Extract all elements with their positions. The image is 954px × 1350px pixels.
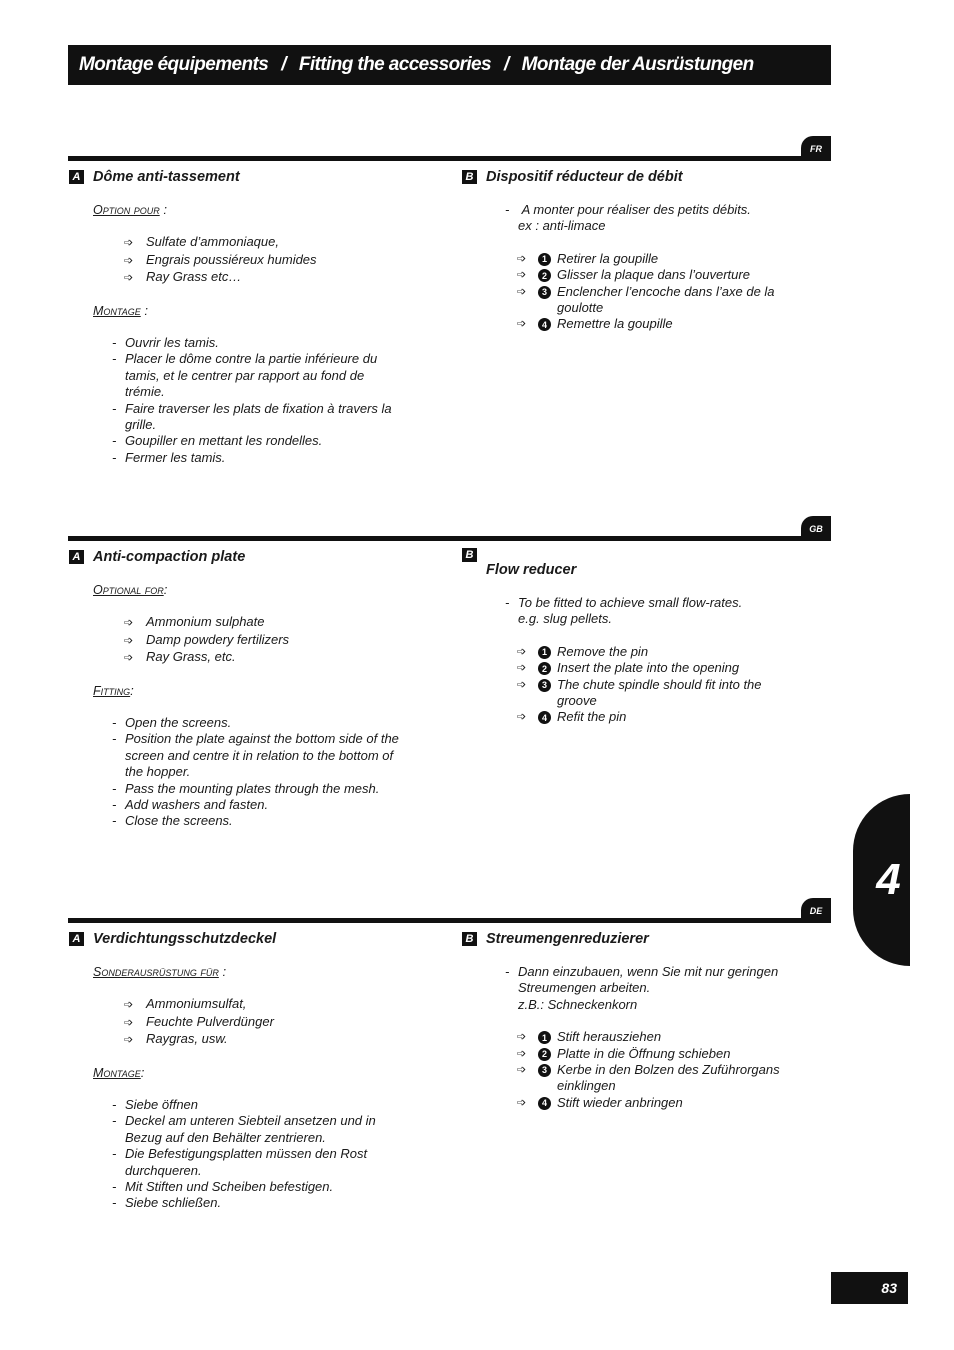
option-suffix: :: [218, 964, 227, 979]
steps-list: [112, 1097, 402, 1212]
column-b-fr: [462, 168, 802, 333]
intro-example: e.g. slug pellets.: [518, 611, 612, 627]
intro-example: z.B.: Schneckenkorn: [518, 996, 638, 1012]
chapter-tab: 4: [853, 794, 910, 966]
list-item: [112, 450, 402, 466]
dash-bullet: -: [112, 433, 117, 449]
item-a-title-text: Verdichtungsschutzdeckel: [93, 931, 277, 947]
right-arrow-icon: ➩: [517, 1047, 527, 1060]
fitting-heading: [93, 303, 409, 319]
right-arrow-icon: ➩: [517, 645, 527, 658]
right-arrow-icon: ➩: [517, 678, 527, 691]
step-text: Deckel am unteren Siebteil ansetzen und in Bezug auf den Behälter zentrieren.: [125, 1113, 376, 1145]
right-arrow-icon: ➩: [517, 285, 527, 298]
step-text: Stift herausziehen: [557, 1029, 662, 1045]
step-text: Mit Stiften und Scheiben befestigen.: [125, 1179, 334, 1195]
option-text: Ray Grass etc…: [146, 269, 242, 285]
list-item: [124, 1031, 419, 1048]
section-rule: [68, 536, 831, 541]
right-arrow-icon: ➩: [517, 269, 527, 282]
dash-bullet: -: [112, 1146, 117, 1162]
item-b-title: Flow reducer: [486, 562, 577, 578]
page-number: 83: [831, 1272, 908, 1304]
option-text: Engrais poussiéreux humides: [146, 251, 317, 267]
step-number-badge: 3: [538, 286, 551, 299]
step-number-badge: 1: [538, 1031, 551, 1044]
item-a-title-text: Anti-compaction plate: [93, 549, 246, 565]
dash-bullet: -: [505, 964, 510, 979]
column-b-de: [462, 930, 802, 1111]
fitting-suffix: :: [130, 682, 134, 698]
option-suffix: :: [159, 202, 167, 217]
item-a-title-text: Dôme anti-tassement: [93, 169, 240, 185]
item-a-title: [69, 168, 409, 186]
option-label: Option pour: [93, 203, 160, 217]
header-title-de: Montage der Ausrüstungen: [521, 54, 754, 75]
fitting-label: Montage: [93, 1065, 141, 1080]
right-arrow-icon: ➩: [124, 237, 134, 250]
intro-list: [505, 964, 795, 1013]
right-arrow-icon: ➩: [124, 254, 134, 267]
step-text: Pass the mounting plates through the mesh.: [125, 780, 380, 796]
dash-bullet: -: [112, 813, 117, 829]
dash-bullet: -: [112, 1179, 117, 1195]
list-item: [112, 1146, 402, 1179]
letter-badge-a: A: [69, 170, 84, 184]
column-a-fr: [69, 168, 409, 466]
item-a-title: [69, 548, 419, 566]
list-item: [124, 269, 409, 286]
right-arrow-icon: ➩: [124, 652, 134, 665]
list-item: [517, 284, 782, 317]
right-arrow-icon: ➩: [124, 1016, 134, 1029]
column-b-gb: [462, 548, 802, 726]
header-title-fr: Montage équipements: [79, 54, 269, 75]
list-item: [124, 632, 419, 649]
step-number-badge: 2: [538, 269, 551, 282]
intro-text: To be fitted to achieve small flow-rates.: [518, 595, 743, 610]
option-text: Damp powdery fertilizers: [146, 631, 290, 647]
letter-badge-b: B: [462, 548, 477, 562]
options-list: [124, 234, 409, 286]
step-text: Stift wieder anbringen: [557, 1094, 683, 1110]
list-item: [124, 614, 419, 631]
list-item: [505, 595, 795, 628]
list-item: [517, 1095, 792, 1111]
intro-text: A monter pour réaliser des petits débits.: [521, 202, 751, 217]
step-text: Insert the plate into the opening: [557, 660, 740, 676]
list-item: [517, 1029, 792, 1045]
fitting-suffix: :: [140, 302, 148, 318]
step-number-badge: 1: [538, 253, 551, 266]
option-suffix: :: [163, 582, 168, 597]
page-header: [68, 45, 831, 85]
step-number-badge: 3: [538, 1064, 551, 1077]
step-number-badge: 4: [538, 1097, 551, 1110]
language-tab-de: DE: [801, 898, 831, 922]
option-text: Feuchte Pulverdünger: [146, 1013, 274, 1029]
header-separator: /: [503, 54, 509, 75]
step-text: Faire traverser les plats de fixation à travers la grille.: [125, 400, 392, 433]
fitting-heading: [93, 1065, 419, 1081]
item-b-title: [462, 930, 802, 948]
intro-example: ex : anti-limace: [518, 218, 606, 234]
right-arrow-icon: ➩: [517, 1096, 527, 1109]
step-text: Fermer les tamis.: [125, 449, 226, 465]
fitting-label: Fitting: [93, 683, 131, 698]
options-list: [124, 614, 419, 666]
step-text: Refit the pin: [557, 709, 627, 725]
step-text: Retirer la goupille: [557, 250, 659, 266]
item-a-title: [69, 930, 419, 948]
step-text: Siebe schließen.: [125, 1195, 222, 1211]
option-heading: [93, 582, 419, 598]
list-item: [112, 1195, 402, 1211]
list-item: [517, 1062, 792, 1095]
right-arrow-icon: ➩: [517, 711, 527, 724]
list-item: [112, 731, 412, 780]
dash-bullet: -: [112, 1097, 117, 1113]
intro-list: [505, 595, 795, 628]
step-text: Die Befestigungsplatten müssen den Rost durchqueren.: [125, 1146, 368, 1178]
item-b-title: [462, 168, 802, 186]
right-arrow-icon: ➩: [124, 617, 134, 630]
right-arrow-icon: ➩: [124, 1034, 134, 1047]
list-item: [517, 267, 782, 283]
step-number-badge: 2: [538, 662, 551, 675]
list-item: [112, 1179, 402, 1195]
item-b-title-text: Streumengenreduzierer: [486, 931, 649, 947]
list-item: [112, 335, 402, 351]
letter-badge-a: A: [69, 550, 84, 564]
list-item: [124, 234, 409, 251]
list-item: [505, 202, 795, 235]
column-a-gb: [69, 548, 419, 830]
option-text: Sulfate d’ammoniaque,: [146, 234, 279, 250]
list-item: [112, 401, 402, 434]
step-text: Placer le dôme contre la partie inférieure du tamis, et le centrer par rapport au fond de trémie.: [125, 351, 378, 400]
dash-bullet: -: [112, 1195, 117, 1211]
dash-bullet: -: [112, 731, 117, 747]
step-text: Platte in die Öffnung schieben: [557, 1045, 731, 1061]
fitting-suffix: :: [140, 1064, 145, 1080]
dash-bullet: -: [112, 715, 117, 731]
option-label: Sonderausrüstung für: [93, 965, 219, 979]
right-arrow-icon: ➩: [124, 272, 134, 285]
item-b-title-text: Dispositif réducteur de débit: [486, 169, 683, 185]
section-rule: [68, 156, 831, 161]
list-item: [112, 433, 402, 449]
list-item: [112, 1097, 402, 1113]
numbered-steps: [517, 1029, 792, 1111]
option-label: Optional for: [93, 583, 164, 597]
dash-bullet: -: [112, 780, 117, 796]
step-text: Close the screens.: [125, 813, 233, 829]
step-text: Ouvrir les tamis.: [125, 335, 219, 351]
step-number-badge: 1: [538, 646, 551, 659]
right-arrow-icon: ➩: [517, 252, 527, 265]
right-arrow-icon: ➩: [517, 1064, 527, 1077]
letter-badge-b: B: [462, 932, 477, 946]
letter-badge-b: B: [462, 170, 477, 184]
step-number-badge: 3: [538, 679, 551, 692]
option-heading: [93, 964, 419, 980]
letter-badge-a: A: [69, 932, 84, 946]
step-text: Siebe öffnen: [125, 1097, 199, 1113]
steps-list: [112, 335, 402, 466]
right-arrow-icon: ➩: [517, 662, 527, 675]
step-text: Remettre la goupille: [557, 316, 673, 332]
list-item: [517, 644, 782, 660]
right-arrow-icon: ➩: [517, 318, 527, 331]
step-text: Kerbe in den Bolzen des Zuführorgans einklingen: [557, 1062, 780, 1094]
dash-bullet: -: [112, 449, 117, 465]
list-item: [517, 1046, 792, 1062]
dash-bullet: -: [112, 335, 117, 351]
dash-bullet: -: [505, 202, 510, 217]
dash-bullet: -: [112, 797, 117, 813]
list-item: [505, 964, 795, 1013]
list-item: [124, 1014, 419, 1031]
list-item: [112, 781, 412, 797]
list-item: [517, 316, 782, 332]
option-text: Ray Grass, etc.: [146, 649, 236, 665]
intro-text: Dann einzubauen, wenn Sie mit nur geringen Streumengen arbeiten.: [518, 964, 779, 996]
list-item: [124, 252, 409, 269]
list-item: [124, 996, 419, 1013]
steps-list: [112, 715, 412, 830]
right-arrow-icon: ➩: [124, 634, 134, 647]
step-text: Enclencher l’encoche dans l’axe de la goulotte: [557, 283, 775, 316]
step-text: Position the plate against the bottom side of the screen and centre it in relation to the bottom of the hopper.: [125, 731, 399, 780]
list-item: [517, 709, 782, 725]
right-arrow-icon: ➩: [124, 999, 134, 1012]
list-item: [112, 351, 402, 400]
item-b-letter-row: [462, 548, 802, 562]
step-number-badge: 4: [538, 318, 551, 331]
dash-bullet: -: [112, 351, 117, 367]
header-separator: /: [281, 54, 286, 75]
list-item: [517, 251, 782, 267]
numbered-steps: [517, 644, 782, 726]
step-text: Add washers and fasten.: [125, 797, 269, 813]
options-list: [124, 996, 419, 1048]
step-number-badge: 2: [538, 1048, 551, 1061]
step-text: Goupiller en mettant les rondelles.: [125, 433, 323, 449]
step-text: Glisser la plaque dans l’ouverture: [557, 267, 750, 283]
dash-bullet: -: [112, 1113, 117, 1129]
step-text: The chute spindle should fit into the groove: [557, 676, 762, 709]
option-text: Raygras, usw.: [146, 1031, 228, 1047]
right-arrow-icon: ➩: [517, 1031, 527, 1044]
option-text: Ammonium sulphate: [146, 614, 265, 630]
column-a-de: [69, 930, 419, 1212]
list-item: [112, 1113, 402, 1146]
dash-bullet: -: [112, 400, 117, 416]
list-item: [517, 660, 782, 676]
header-title-gb: Fitting the accessories: [298, 54, 491, 75]
fitting-label: Montage: [93, 303, 141, 318]
step-number-badge: 4: [538, 711, 551, 724]
language-tab-gb: GB: [801, 516, 831, 540]
step-text: Open the screens.: [125, 715, 232, 731]
list-item: [112, 813, 412, 829]
language-tab-fr: FR: [801, 136, 831, 160]
option-text: Ammoniumsulfat,: [146, 996, 247, 1012]
section-rule: [68, 918, 831, 923]
intro-list: [505, 202, 795, 235]
list-item: [112, 715, 412, 731]
list-item: [112, 797, 412, 813]
fitting-heading: [93, 683, 419, 699]
option-heading: [93, 202, 409, 218]
dash-bullet: -: [505, 595, 510, 610]
list-item: [517, 677, 782, 710]
step-text: Remove the pin: [557, 643, 649, 659]
numbered-steps: [517, 251, 782, 333]
list-item: [124, 649, 419, 666]
